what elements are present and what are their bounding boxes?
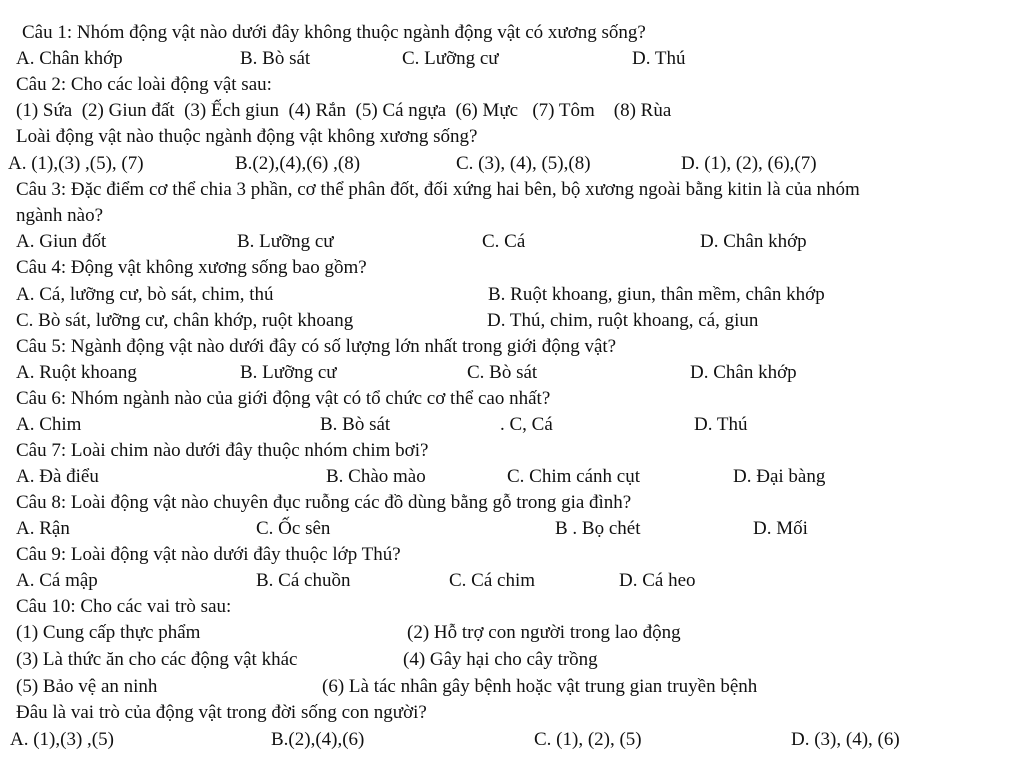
q1-option-b: B. Bò sát bbox=[240, 48, 311, 69]
q3-stem-line-1: Câu 3: Đặc điểm cơ thể chia 3 phần, cơ thể phân đốt, đối xứng hai bên, bộ xương ngoài bằng kitin là của nhóm bbox=[16, 179, 860, 200]
q4-stem: Câu 4: Động vật không xương sống bao gồm? bbox=[16, 257, 367, 278]
q2-option-a: A. (1),(3) ,(5), (7) bbox=[8, 153, 144, 174]
q1-stem: Câu 1: Nhóm động vật nào dưới đây không thuộc ngành động vật có xương sống? bbox=[22, 22, 646, 43]
q7-stem: Câu 7: Loài chim nào dưới đây thuộc nhóm chim bơi? bbox=[16, 440, 429, 461]
q8-option-c: C. Ốc sên bbox=[256, 518, 331, 539]
q5-option-c: C. Bò sát bbox=[467, 362, 538, 383]
q5-stem: Câu 5: Ngành động vật nào dưới đây có số lượng lớn nhất trong giới động vật? bbox=[16, 336, 617, 357]
q10-role-1: (1) Cung cấp thực phẩm bbox=[16, 622, 201, 643]
q2-option-b: B.(2),(4),(6) ,(8) bbox=[235, 153, 361, 174]
q5-option-a: A. Ruột khoang bbox=[16, 362, 137, 383]
q6-option-a: A. Chim bbox=[16, 414, 82, 435]
q1-option-a: A. Chân khớp bbox=[16, 48, 123, 69]
q3-option-c: C. Cá bbox=[482, 231, 526, 252]
q6-option-b: B. Bò sát bbox=[320, 414, 391, 435]
q8-option-b: B . Bọ chét bbox=[555, 518, 641, 539]
q7-option-b: B. Chào mào bbox=[326, 466, 426, 487]
q10-role-2: (2) Hỗ trợ con người trong lao động bbox=[407, 622, 681, 643]
q9-option-d: D. Cá heo bbox=[619, 570, 696, 591]
q10-role-6: (6) Là tác nhân gây bệnh hoặc vật trung gian truyền bệnh bbox=[322, 676, 758, 697]
q2-option-c: C. (3), (4), (5),(8) bbox=[456, 153, 591, 174]
q9-option-c: C. Cá chim bbox=[449, 570, 536, 591]
q10-option-b: B.(2),(4),(6) bbox=[271, 729, 365, 750]
q10-question: Đâu là vai trò của động vật trong đời sống con người? bbox=[16, 702, 427, 723]
q3-option-d: D. Chân khớp bbox=[700, 231, 807, 252]
q4-option-d: D. Thú, chim, ruột khoang, cá, giun bbox=[487, 310, 759, 331]
q9-option-b: B. Cá chuồn bbox=[256, 570, 351, 591]
q6-option-c: . C, Cá bbox=[500, 414, 553, 435]
q6-stem: Câu 6: Nhóm ngành nào của giới động vật có tổ chức cơ thể cao nhất? bbox=[16, 388, 551, 409]
q2-animal-list: (1) Sứa (2) Giun đất (3) Ếch giun (4) Rắn (5) Cá ngựa (6) Mực (7) Tôm (8) Rùa bbox=[16, 100, 672, 121]
q8-option-a: A. Rận bbox=[16, 518, 70, 539]
q5-option-d: D. Chân khớp bbox=[690, 362, 797, 383]
q10-role-5: (5) Bảo vệ an ninh bbox=[16, 676, 158, 697]
q1-option-d: D. Thú bbox=[632, 48, 686, 69]
q9-stem: Câu 9: Loài động vật nào dưới đây thuộc lớp Thú? bbox=[16, 544, 401, 565]
q3-option-a: A. Giun đốt bbox=[16, 231, 107, 252]
q7-option-d: D. Đại bàng bbox=[733, 466, 826, 487]
q8-option-d: D. Mối bbox=[753, 518, 808, 539]
q10-option-c: C. (1), (2), (5) bbox=[534, 729, 642, 750]
q10-option-a: A. (1),(3) ,(5) bbox=[10, 729, 114, 750]
q7-option-a: A. Đà điểu bbox=[16, 466, 99, 487]
q10-role-3: (3) Là thức ăn cho các động vật khác bbox=[16, 649, 298, 670]
q9-option-a: A. Cá mập bbox=[16, 570, 98, 591]
q3-option-b: B. Lưỡng cư bbox=[237, 231, 334, 252]
q10-stem: Câu 10: Cho các vai trò sau: bbox=[16, 596, 232, 617]
q8-stem: Câu 8: Loài động vật nào chuyên đục ruỗng các đồ dùng bằng gỗ trong gia đình? bbox=[16, 492, 632, 513]
q1-option-c: C. Lưỡng cư bbox=[402, 48, 499, 69]
q4-option-a: A. Cá, lưỡng cư, bò sát, chim, thú bbox=[16, 284, 274, 305]
q2-question: Loài động vật nào thuộc ngành động vật không xương sống? bbox=[16, 126, 478, 147]
q6-option-d: D. Thú bbox=[694, 414, 748, 435]
q10-role-4: (4) Gây hại cho cây trồng bbox=[403, 649, 598, 670]
q7-option-c: C. Chim cánh cụt bbox=[507, 466, 640, 487]
q2-option-d: D. (1), (2), (6),(7) bbox=[681, 153, 817, 174]
q2-stem: Câu 2: Cho các loài động vật sau: bbox=[16, 74, 272, 95]
q4-option-b: B. Ruột khoang, giun, thân mềm, chân khớp bbox=[488, 284, 825, 305]
q3-stem-line-2: ngành nào? bbox=[16, 205, 104, 226]
q4-option-c: C. Bò sát, lưỡng cư, chân khớp, ruột khoang bbox=[16, 310, 354, 331]
q5-option-b: B. Lưỡng cư bbox=[240, 362, 337, 383]
q10-option-d: D. (3), (4), (6) bbox=[791, 729, 900, 750]
